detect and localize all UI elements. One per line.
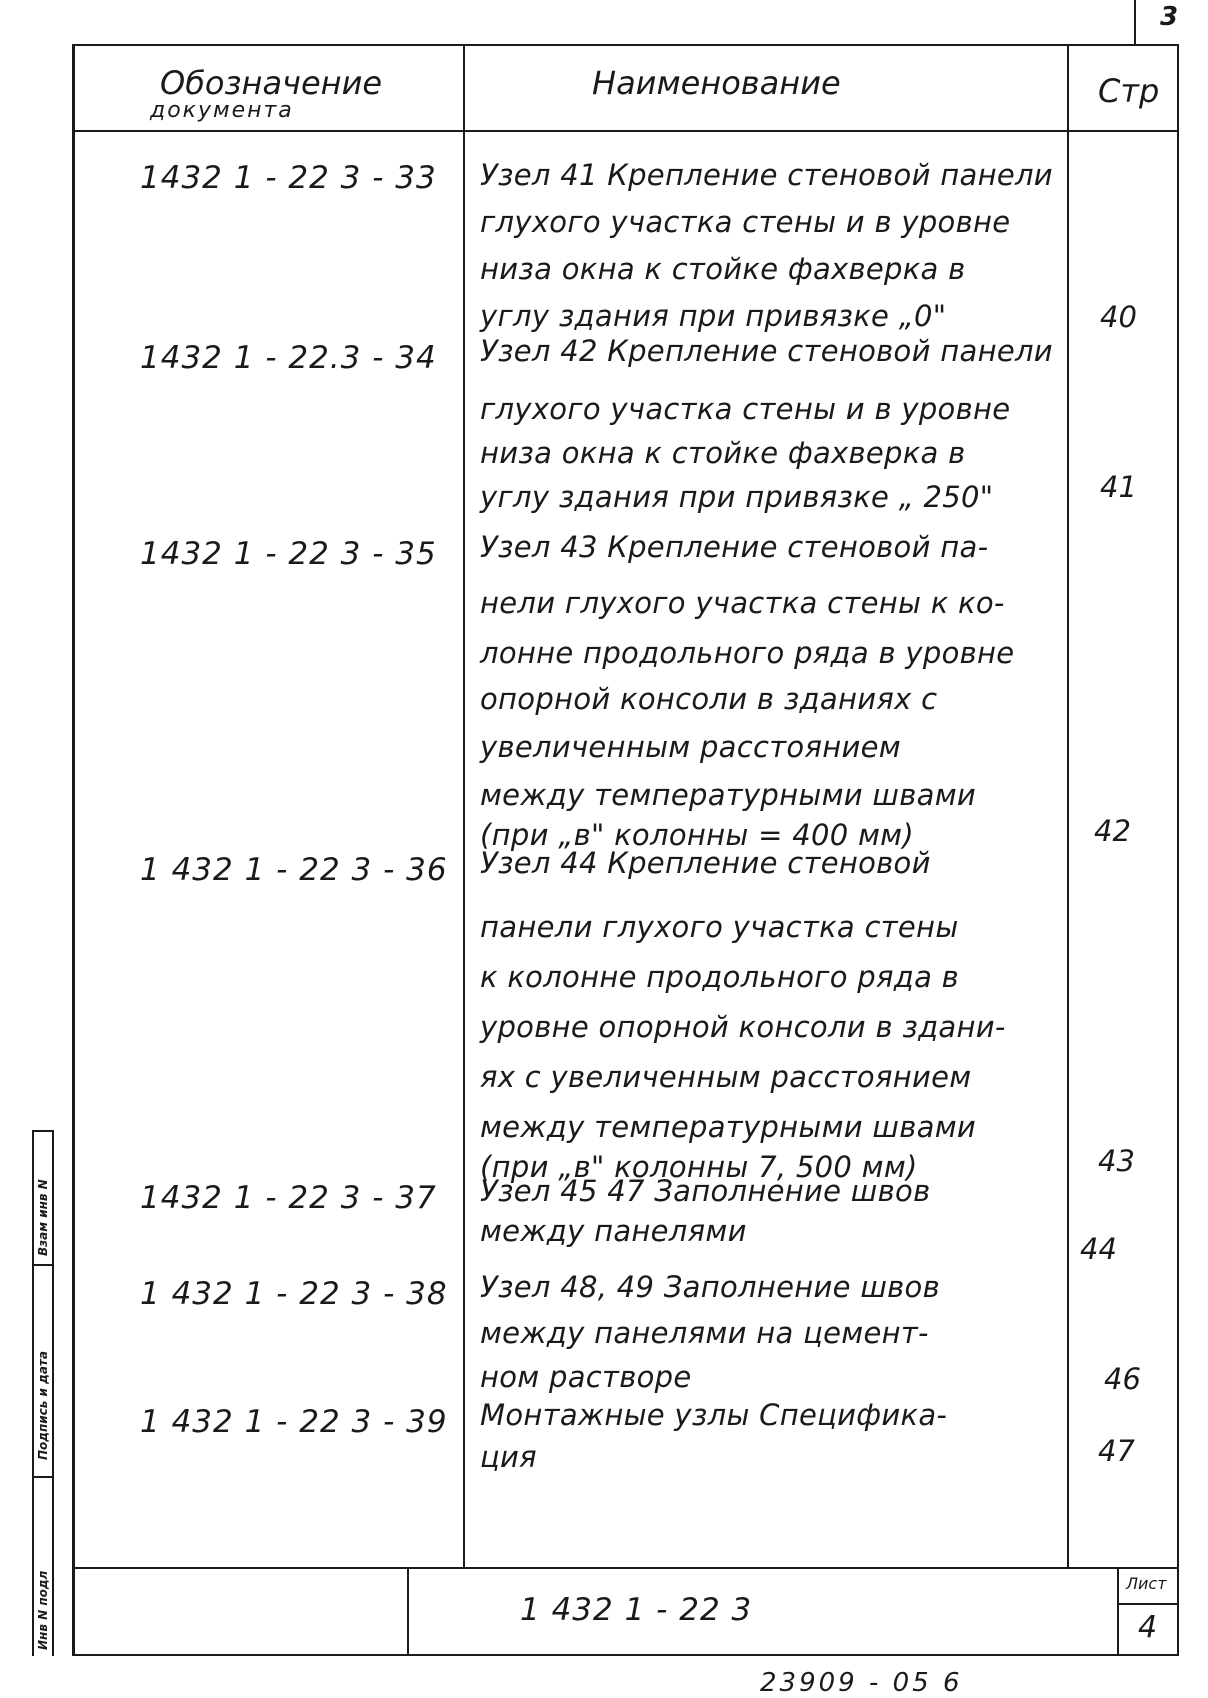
frame-top bbox=[72, 44, 1178, 46]
row-3-designation: 1432 1 - 22 3 - 35 bbox=[140, 536, 437, 572]
row-3-name-line-3: лонне продольного ряда в уровне bbox=[480, 636, 1015, 670]
side-strip-left bbox=[32, 1130, 34, 1656]
row-6-name-line-3: ном растворе bbox=[480, 1360, 692, 1394]
header-bottom-line bbox=[72, 130, 1178, 132]
col-divider-2 bbox=[1067, 44, 1069, 1568]
row-5-designation: 1432 1 - 22 3 - 37 bbox=[140, 1180, 437, 1216]
sheet-corner-number: 3 bbox=[1160, 2, 1179, 32]
footer-top-line bbox=[72, 1567, 1178, 1569]
footer-sheet-line bbox=[1117, 1603, 1178, 1605]
col-divider-1 bbox=[463, 44, 465, 1568]
side-strip-top bbox=[32, 1130, 54, 1132]
row-5-name-line-2: между панелями bbox=[480, 1214, 747, 1248]
row-4-name-line-7: (при „в" колонны 7, 500 мм) bbox=[480, 1150, 918, 1184]
row-3-name-line-5: увеличенным расстоянием bbox=[480, 730, 901, 764]
row-4-name-line-5: ях с увеличенным расстоянием bbox=[480, 1060, 972, 1094]
row-1-designation: 1432 1 - 22 3 - 33 bbox=[140, 160, 437, 196]
header-designation-line1: Обозначение bbox=[160, 64, 383, 102]
row-3-name-line-6: между температурными швами bbox=[480, 778, 977, 812]
row-6-designation: 1 432 1 - 22 3 - 38 bbox=[140, 1276, 448, 1312]
footer-sheet-number: 4 bbox=[1138, 1610, 1158, 1645]
row-4-name-line-4: уровне опорной консоли в здани- bbox=[480, 1010, 1006, 1044]
row-7-designation: 1 432 1 - 22 3 - 39 bbox=[140, 1404, 448, 1440]
frame-left bbox=[72, 44, 75, 1656]
row-4-name-line-3: к колонне продольного ряда в bbox=[480, 960, 960, 994]
footer-doc-code: 1 432 1 - 22 3 bbox=[520, 1592, 753, 1628]
frame-bottom bbox=[72, 1654, 1178, 1656]
row-1-name-line-2: глухого участка стены и в уровне bbox=[480, 205, 1011, 239]
row-3-page: 42 bbox=[1094, 814, 1131, 848]
row-7-name-line-1: Монтажные узлы Специфика- bbox=[480, 1398, 948, 1432]
header-page: Стр bbox=[1098, 72, 1160, 110]
row-3-name-line-4: опорной консоли в зданиях с bbox=[480, 682, 938, 716]
side-strip-sep1 bbox=[32, 1264, 54, 1266]
footer-divider-right bbox=[1117, 1567, 1119, 1655]
row-6-page: 46 bbox=[1104, 1362, 1141, 1396]
header-name: Наименование bbox=[592, 64, 841, 102]
row-3-name-line-2: нели глухого участка стены к ко- bbox=[480, 586, 1005, 620]
side-strip-right bbox=[52, 1130, 54, 1656]
row-5-page: 44 bbox=[1080, 1232, 1117, 1266]
row-2-page: 41 bbox=[1100, 470, 1137, 504]
row-1-name-line-3: низа окна к стойке фахверка в bbox=[480, 252, 966, 286]
side-stamp-field1: Инв N подл bbox=[36, 1570, 50, 1650]
row-2-name-line-3: низа окна к стойке фахверка в bbox=[480, 436, 966, 470]
row-1-name-line-4: углу здания при привязке „0" bbox=[480, 299, 947, 333]
row-2-name-line-2: глухого участка стены и в уровне bbox=[480, 392, 1011, 426]
row-1-name-line-1: Узел 41 Крепление стеновой панели bbox=[480, 158, 1053, 192]
header-designation-line2: документа bbox=[150, 98, 294, 123]
row-3-name-line-7: (при „в" колонны = 400 мм) bbox=[480, 818, 914, 852]
row-4-page: 43 bbox=[1098, 1144, 1135, 1178]
row-5-name-line-1: Узел 45 47 Заполнение швов bbox=[480, 1174, 931, 1208]
row-4-name-line-1: Узел 44 Крепление стеновой bbox=[480, 846, 931, 880]
row-4-designation: 1 432 1 - 22 3 - 36 bbox=[140, 852, 448, 888]
bottom-code: 23909 - 05 6 bbox=[760, 1668, 963, 1698]
row-4-name-line-2: панели глухого участка стены bbox=[480, 910, 959, 944]
row-7-page: 47 bbox=[1098, 1434, 1135, 1468]
side-stamp-field3: Взам инв N bbox=[36, 1179, 50, 1256]
side-stamp-field2: Подпись и дата bbox=[36, 1351, 50, 1460]
row-4-name-line-6: между температурными швами bbox=[480, 1110, 977, 1144]
row-7-name-line-2: ция bbox=[480, 1440, 537, 1474]
row-3-name-line-1: Узел 43 Крепление стеновой па- bbox=[480, 530, 989, 564]
footer-divider-left bbox=[407, 1567, 409, 1655]
row-6-name-line-1: Узел 48, 49 Заполнение швов bbox=[480, 1270, 940, 1304]
footer-sheet-label: Лист bbox=[1126, 1574, 1167, 1593]
row-6-name-line-2: между панелями на цемент- bbox=[480, 1316, 929, 1350]
corner-box-left bbox=[1134, 0, 1136, 44]
side-strip-sep2 bbox=[32, 1476, 54, 1478]
row-2-designation: 1432 1 - 22.3 - 34 bbox=[140, 340, 437, 376]
row-2-name-line-4: углу здания при привязке „ 250" bbox=[480, 480, 994, 514]
frame-right bbox=[1177, 44, 1179, 1656]
row-1-page: 40 bbox=[1100, 300, 1137, 334]
row-2-name-line-1: Узел 42 Крепление стеновой панели bbox=[480, 334, 1053, 368]
